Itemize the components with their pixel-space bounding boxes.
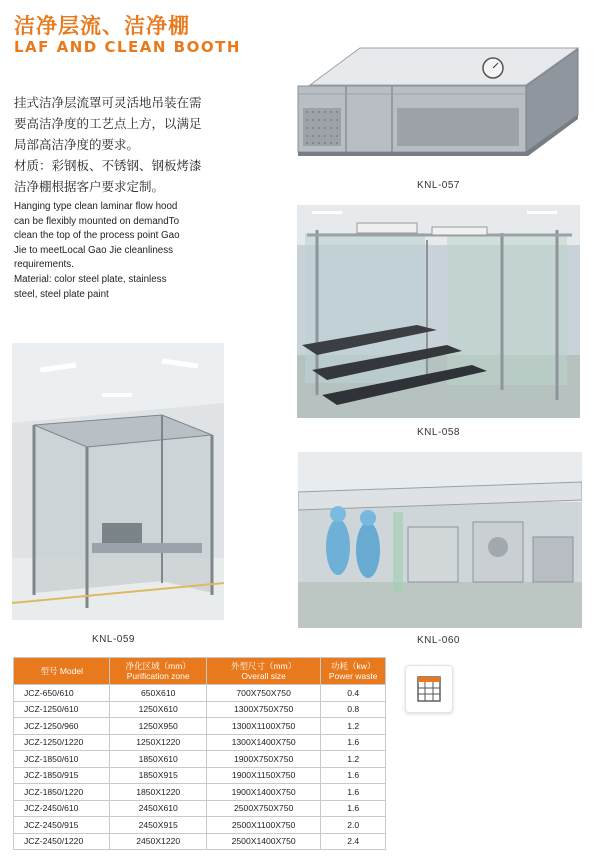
product-code-knl-057: KNL-057	[417, 180, 460, 191]
description-en-line: Material: color steel plate, stainless	[14, 273, 167, 285]
cell-overall-size: 2500X1100X750	[206, 817, 320, 834]
column-header-power-waste	[321, 658, 386, 685]
description-en-line: can be flexibly mounted on demandTo	[14, 215, 180, 227]
cell-overall-size: 1300X1400X750	[206, 734, 320, 751]
table-row	[14, 833, 386, 850]
cell-power-waste: 2.4	[321, 833, 386, 850]
cell-power-waste: 1.6	[321, 734, 386, 751]
description-cn-line: 材质：彩钢板、不锈钢、钢板烤漆	[14, 158, 202, 173]
description-en-line: steel, steel plate paint	[14, 288, 109, 300]
cell-model: JCZ-1250/610	[14, 701, 110, 718]
column-header-model	[14, 658, 110, 685]
cell-power-waste: 1.6	[321, 800, 386, 817]
cell-purification-zone: 1850X1220	[110, 784, 206, 801]
cell-overall-size: 700X750X750	[206, 685, 320, 702]
description-cn-line: 挂式洁净层流罩可灵活地吊装在需	[14, 95, 202, 110]
cell-power-waste: 0.4	[321, 685, 386, 702]
cell-model: JCZ-2450/915	[14, 817, 110, 834]
cell-model: JCZ-1850/610	[14, 751, 110, 768]
product-code-knl-060: KNL-060	[417, 635, 460, 646]
cell-power-waste: 1.6	[321, 767, 386, 784]
page-title-en: LAF AND CLEAN BOOTH	[14, 38, 241, 56]
cell-model: JCZ-1250/1220	[14, 734, 110, 751]
column-header-power-waste-cn: 功耗（kw）	[330, 661, 376, 671]
table-row	[14, 800, 386, 817]
column-header-overall-size-en: Overall size	[241, 671, 286, 681]
product-photo-knl-058	[297, 205, 580, 418]
cell-overall-size: 1300X750X750	[206, 701, 320, 718]
column-header-purification-zone	[110, 658, 206, 685]
description-en	[14, 200, 229, 302]
table-row	[14, 734, 386, 751]
product-code-knl-058: KNL-058	[417, 427, 460, 438]
description-cn-line: 要高洁净度的工艺点上方，以满足	[14, 116, 202, 131]
cell-overall-size: 2500X1400X750	[206, 833, 320, 850]
cell-purification-zone: 1850X915	[110, 767, 206, 784]
column-header-purification-zone-cn: 净化区域（mm）	[125, 661, 191, 671]
column-header-power-waste-en: Power waste	[328, 671, 378, 681]
spec-table	[13, 657, 386, 850]
cell-model: JCZ-2450/610	[14, 800, 110, 817]
cell-purification-zone: 1850X610	[110, 751, 206, 768]
product-photo-knl-060	[298, 452, 582, 628]
page-title-cn: 洁净层流、洁净棚	[14, 14, 190, 38]
column-header-overall-size	[206, 658, 320, 685]
cell-overall-size: 1900X1400X750	[206, 784, 320, 801]
cell-model: JCZ-1850/915	[14, 767, 110, 784]
description-en-line: Jie to meetLocal Gao Jie cleanliness	[14, 244, 174, 256]
description-cn	[14, 92, 254, 197]
cell-model: JCZ-2450/1220	[14, 833, 110, 850]
product-photo-knl-059	[12, 343, 224, 620]
cell-purification-zone: 2450X915	[110, 817, 206, 834]
cell-overall-size: 1300X1100X750	[206, 718, 320, 735]
cell-power-waste: 0.8	[321, 701, 386, 718]
product-code-knl-059: KNL-059	[92, 634, 135, 645]
column-header-purification-zone-en: Purification zone	[126, 671, 190, 681]
cell-power-waste: 1.6	[321, 784, 386, 801]
table-row	[14, 817, 386, 834]
table-row	[14, 784, 386, 801]
cell-power-waste: 1.2	[321, 751, 386, 768]
table-header-row	[14, 658, 386, 685]
cell-purification-zone: 1250X610	[110, 701, 206, 718]
product-photo-knl-057	[290, 30, 586, 170]
cell-model: JCZ-1250/960	[14, 718, 110, 735]
cell-overall-size: 2500X750X750	[206, 800, 320, 817]
description-en-line: Hanging type clean laminar flow hood	[14, 201, 178, 212]
description-en-line: requirements.	[14, 259, 74, 271]
column-header-overall-size-cn: 外型尺寸（mm）	[231, 661, 297, 671]
cell-purification-zone: 1250X1220	[110, 734, 206, 751]
cell-purification-zone: 650X610	[110, 685, 206, 702]
table-row	[14, 701, 386, 718]
calendar-grid-icon[interactable]	[405, 665, 453, 713]
cell-overall-size: 1900X750X750	[206, 751, 320, 768]
cell-power-waste: 2.0	[321, 817, 386, 834]
table-row	[14, 767, 386, 784]
cell-power-waste: 1.2	[321, 718, 386, 735]
description-en-line: clean the top of the process point Gao	[14, 230, 180, 242]
description-cn-line: 局部高洁净度的要求。	[14, 137, 140, 152]
cell-overall-size: 1900X1150X750	[206, 767, 320, 784]
cell-purification-zone: 2450X1220	[110, 833, 206, 850]
description-cn-line: 洁净棚根据客户要求定制。	[14, 179, 165, 194]
cell-purification-zone: 2450X610	[110, 800, 206, 817]
table-row	[14, 718, 386, 735]
cell-purification-zone: 1250X950	[110, 718, 206, 735]
cell-model: JCZ-1850/1220	[14, 784, 110, 801]
table-row	[14, 751, 386, 768]
cell-model: JCZ-650/610	[14, 685, 110, 702]
table-row	[14, 685, 386, 702]
column-header-model-label: 型号 Model	[40, 666, 83, 676]
